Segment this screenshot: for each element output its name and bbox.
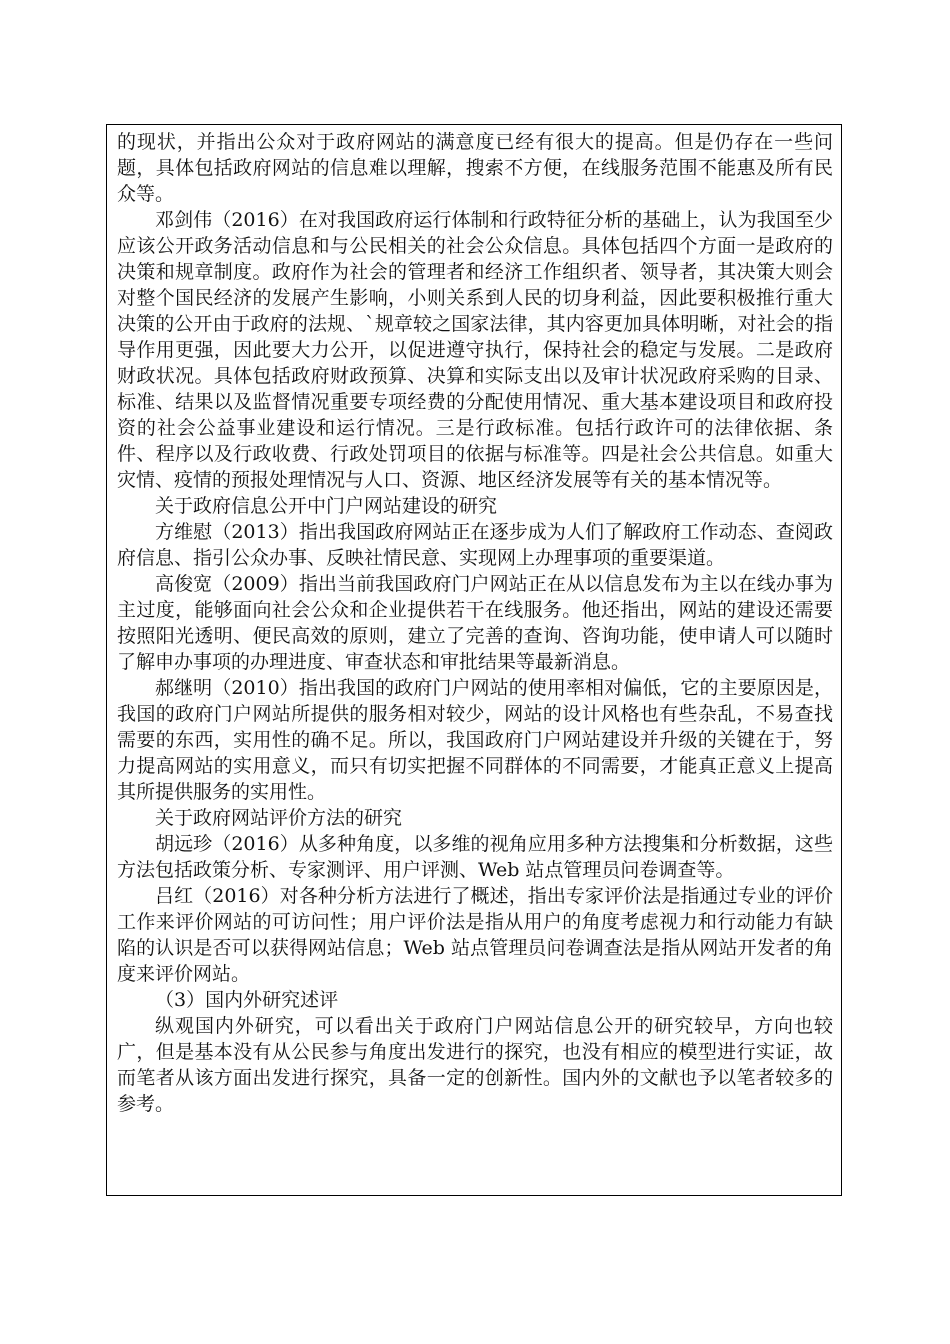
paragraph: 胡远珍（2016）从多种角度，以多维的视角应用多种方法搜集和分析数据，这些方法包括政策分析、专家测评、用户评测、Web 站点管理员问卷调查等。 (117, 833, 833, 881)
paragraph: 方维慰（2013）指出我国政府网站正在逐步成为人们了解政府工作动态、查阅政府信息、指引公众办事、反映社情民意、实现网上办理事项的重要渠道。 (117, 521, 833, 569)
paragraph: 纵观国内外研究，可以看出关于政府门户网站信息公开的研究较早，方向也较广，但是基本没有从公民参与角度出发进行的探究，也没有相应的模型进行实证，故而笔者从该方面出发进行探究，具备一定的创新性。国内外的文献也予以笔者较多的参考。 (117, 1015, 833, 1115)
section-heading: 关于政府信息公开中门户网站建设的研究 (155, 495, 498, 517)
section-heading: 关于政府网站评价方法的研究 (155, 807, 403, 829)
paragraph: 邓剑伟（2016）在对我国政府运行体制和行政特征分析的基础上，认为我国至少应该公开政务活动信息和与公民相关的社会公众信息。具体包括四个方面一是政府的决策和规章制度。政府作为社会的管理者和经济工作组织者、领导者，其决策大则会对整个国民经济的发展产生影响，小则关系到人民的切身利益，因此要积极推行重大决策的公开由于政府的法规、`规章较之国家法律，其内容更加具体明晰，对社会的指导作用更强，因此要大力公开，以促进遵守执行，保持社会的稳定与发展。二是政府财政状况。具体包括政府财政预算、决算和实际支出以及审计状况政府采购的目录、标准、结果以及监督情况重要专项经费的分配使用情况、重大基本建设项目和政府投资的社会公益事业建设和运行情况。三是行政标准。包括行政许可的法律依据、条件、程序以及行政收费、行政处罚项目的依据与标准等。四是社会公共信息。如重大灾情、疫情的预报处理情况与人口、资源、地区经济发展等有关的基本情况等。 (117, 209, 833, 491)
document-text-box (106, 124, 842, 1196)
section-heading: （3）国内外研究述评 (155, 989, 339, 1011)
paragraph: 的现状，并指出公众对于政府网站的满意度已经有很大的提高。但是仍存在一些问题，具体包括政府网站的信息难以理解，搜索不方便，在线服务范围不能惠及所有民众等。 (117, 131, 833, 205)
paragraph: 高俊宽（2009）指出当前我国政府门户网站正在从以信息发布为主以在线办事为主过度，能够面向社会公众和企业提供若干在线服务。他还指出，网站的建设还需要按照阳光透明、便民高效的原则，建立了完善的查询、咨询功能，使申请人可以随时了解申办事项的办理进度、审查状态和审批结果等最新消息。 (117, 573, 833, 673)
paragraph: 郝继明（2010）指出我国的政府门户网站的使用率相对偏低，它的主要原因是，我国的政府门户网站所提供的服务相对较少，网站的设计风格也有些杂乱，不易查找需要的东西，实用性的确不足。所以，我国政府门户网站建设并升级的关键在于，努力提高网站的实用意义，而只有切实把握不同群体的不同需要，才能真正意义上提高其所提供服务的实用性。 (117, 677, 833, 803)
paragraph: 吕红（2016）对各种分析方法进行了概述，指出专家评价法是指通过专业的评价工作来评价网站的可访问性；用户评价法是指从用户的角度考虑视力和行动能力有缺陷的认识是否可以获得网站信息；Web 站点管理员问卷调查法是指从网站开发者的角度来评价网站。 (117, 885, 833, 985)
